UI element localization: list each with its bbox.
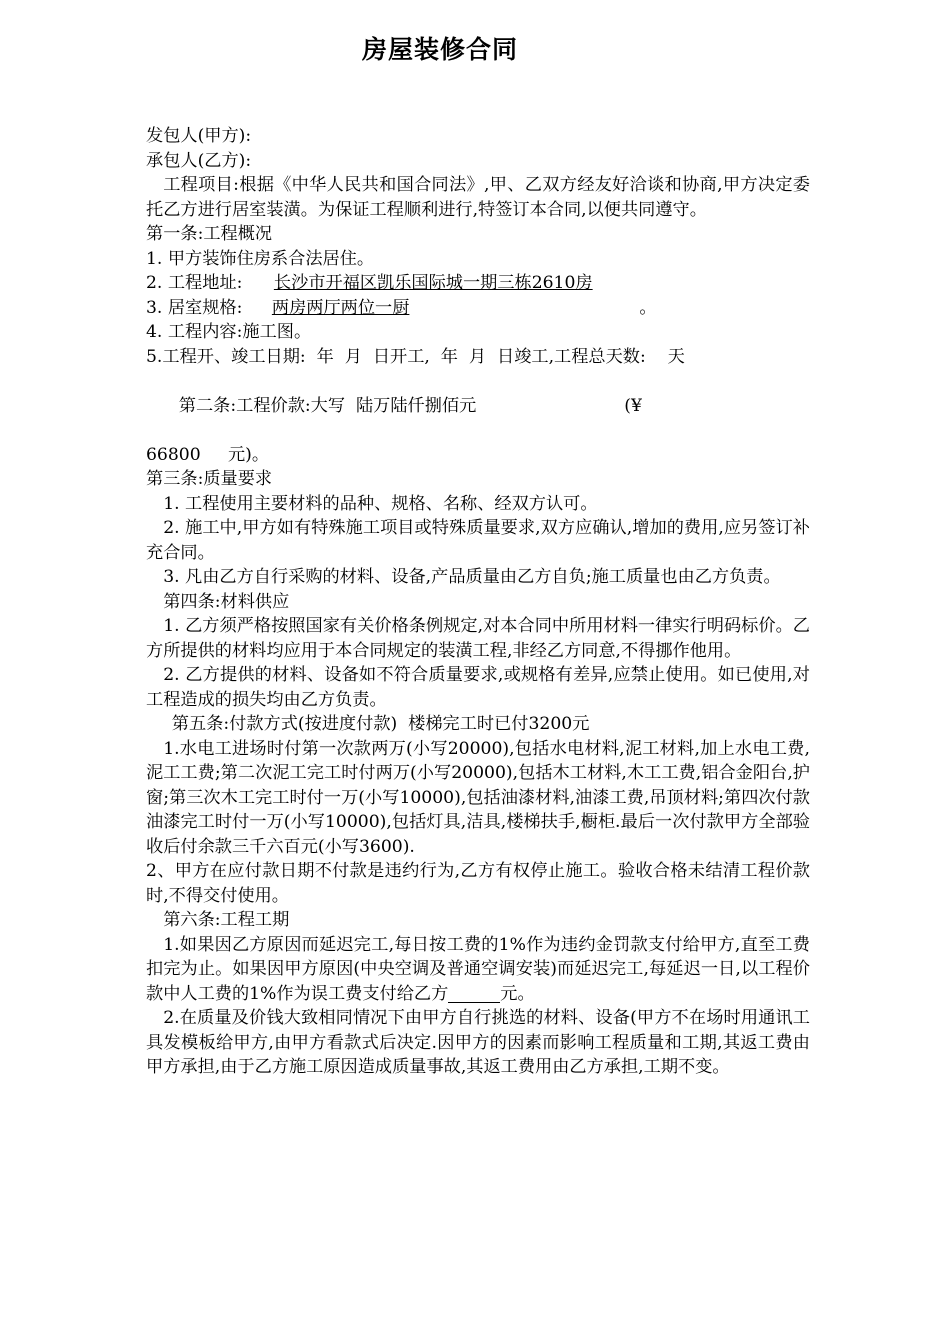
price-text: 第二条:工程价款:大写 陆万陆仟捌佰元 [178,395,477,416]
article-2-price-figure: 66800 元)。 [146,444,270,465]
article-4-item-1: 1. 乙方须严格按照国家有关价格条例规定,对本合同中所用材料一律实行明码标价。乙方所提供的材料均应用于本合同规定的装潢工程,非经乙方同意,不得挪作他用。 [146,616,810,661]
article-6-item-1 [146,933,810,1007]
address-label: 2. 工程地址: [146,273,243,293]
article-1-item-5: 5.工程开、竣工日期: 年 月 日开工, 年 月 日竣工,工程总天数: 天 [146,346,685,367]
article-5-item-2: 2、甲方在应付款日期不付款是违约行为,乙方有权停止施工。验收合格未结清工程价款时,不得交付使用。 [146,861,810,906]
delay-clause-text: 1.如果因乙方原因而延迟完工,每日按工费的1%作为违约金罚款支付给甲方,直至工费扣完为止。如果因甲方原因(中央空调及普通空调安装)而延迟完工,每延迟一日,以工程价款中人工费的1%作为误工费支付给乙方 [146,934,810,1004]
article-3-heading: 第三条:质量要求 [146,469,273,489]
article-3-item-1: 1. 工程使用主要材料的品种、规格、名称、经双方认可。 [163,493,598,514]
article-4-heading: 第四条:材料供应 [163,591,290,612]
article-1-heading: 第一条:工程概况 [146,224,273,244]
address-value: 长沙市开福区凯乐国际城一期三栋2610房 [273,273,593,293]
document-title: 房屋装修合同 [361,35,518,64]
party-a-line: 发包人(甲方): [146,126,252,146]
intro-paragraph: 工程项目:根据《中华人民共和国合同法》,甲、乙双方经友好洽谈和协商,甲方决定委托乙方进行居室装潢。为保证工程顺利进行,特签订本合同,以便共同遵守。 [146,175,810,220]
party-b-line: 承包人(乙方): [146,150,252,171]
delay-amount-blank [448,984,500,1003]
article-3-item-2: 2. 施工中,甲方如有特殊施工项目或特殊质量要求,双方应确认,增加的费用,应另签订补充合同。 [146,518,810,563]
room-spec-end: 。 [639,297,657,318]
delay-clause-end: 元。 [500,983,535,1004]
price-paren: (¥ [624,395,642,416]
article-6-heading: 第六条:工程工期 [163,910,290,930]
room-spec-value: 两房两厅两位一厨 [271,297,410,318]
article-1-item-1: 1. 甲方装饰住房系合法居住。 [146,248,375,269]
article-2-price [146,369,810,443]
article-1-item-2 [146,271,810,296]
article-5-item-1: 1.水电工进场时付第一次款两万(小写20000),包括水电材料,泥工材料,加上水电工费,泥工工费;第二次泥工完工时付两万(小写20000),包括木工材料,木工工费,铝合金阳台,护窗;第三次木工完工时付一万(小写10000),包括油漆材料,油漆工费,吊顶材料;第四次付款油漆完工时付一万(小写10000),包括灯具,洁具,楼梯扶手,橱柜.最后一次付款甲方全部验收后付余款三千六百元(小写3600). [146,738,810,857]
contract-body [146,124,810,1080]
article-6-item-2: 2.在质量及价钱大致相同情况下由甲方自行挑选的材料、设备(甲方不在场时用通讯工具发模板给甲方,由甲方看款式后决定.因甲方的因素而影响工程质量和工期,其返工费由甲方承担,由于乙方施工原因造成质量事故,其返工费用由乙方承担,工期不变。 [146,1008,810,1077]
article-5-heading: 第五条:付款方式(按进度付款) 楼梯完工时已付3200元 [171,714,590,734]
article-1-item-4: 4. 工程内容:施工图。 [146,322,312,342]
article-4-item-2: 2. 乙方提供的材料、设备如不符合质量要求,或规格有差异,应禁止使用。如已使用,对工程造成的损失均由乙方负责。 [146,665,810,710]
room-spec-label: 3. 居室规格: [146,297,243,318]
article-3-item-3: 3. 凡由乙方自行采购的材料、设备,产品质量由乙方自负;施工质量也由乙方负责。 [163,567,781,587]
article-1-item-3 [146,296,810,321]
